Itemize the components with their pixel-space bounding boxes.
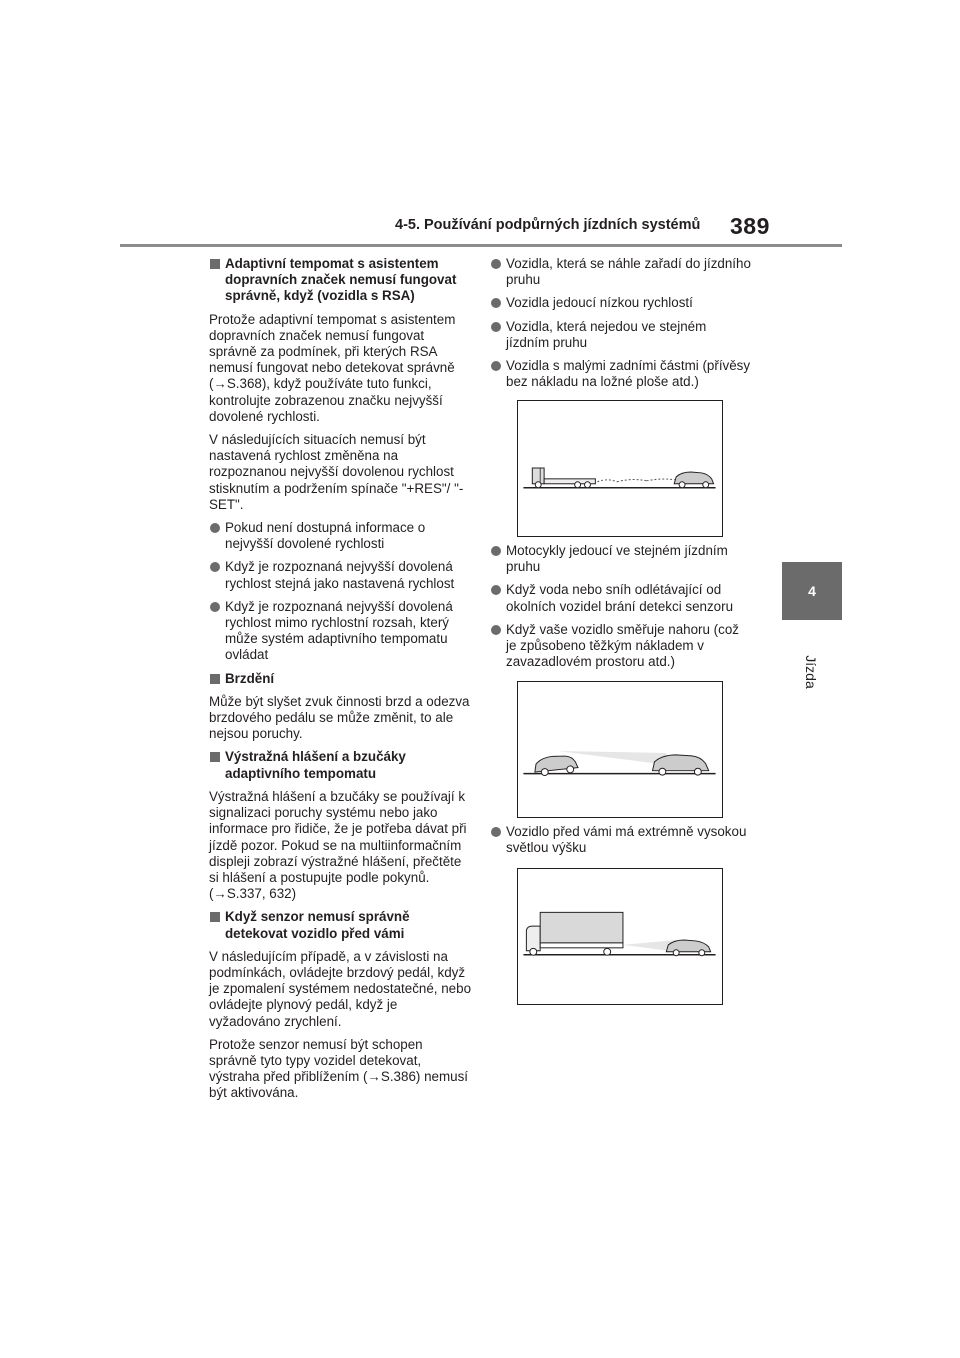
chapter-label-text: Jízda [803,655,819,689]
bullet-dot-icon [491,827,501,837]
paragraph: V následujícím případě, a v závislosti na podmínkách, ovládejte brzdový pedál, když je zpomalení systémem nedostatečné, nebo ovládejte plynový pedál, když je vyžadováno zrychlení. [209,948,472,1029]
section-heading [209,671,471,687]
chapter-label [800,632,822,712]
pitched-car-illustration-icon [518,682,722,817]
paragraph: Výstražná hlášení a bzučáky se používají k signalizaci poruchy systému nebo jako informace pro řidiče, že je potřeba dávat při jízdě pozor. Pokud se na multiinformačním displeji zobrazí výstražné hlášení, přečtěte si hlášení a postupujte podle pokynů. (→S.337, 632) [209,788,467,902]
bullet-item [209,559,471,591]
section-heading [209,909,471,941]
heading-text: Adaptivní tempomat s asistentem dopravních značek nemusí fungovat správně, když (vozidla s RSA) [225,256,457,304]
section-heading [209,256,471,305]
page-number: 389 [730,213,770,239]
bullet-item [490,358,752,390]
bullet-dot-icon [491,322,501,332]
bullet-item [490,622,752,671]
bullet-text: Vozidla s malými zadními částmi (přívěsy bez nákladu na ložné ploše atd.) [506,358,751,390]
paragraph: Může být slyšet zvuk činnosti brzd a odezva brzdového pedálu se může změnit, to ale nejsou poruchy. [209,693,470,742]
bullet-text: Když vaše vozidlo směřuje nahoru (což je způsobeno těžkým nákladem v zavazadlovém prostoru atd.) [506,621,739,670]
bullet-dot-icon [491,546,501,556]
paragraph: Protože senzor nemusí být schopen správně tyto typy vozidel detekovat, výstraha před přiblížením (→S.386) nemusí být aktivována. [209,1036,468,1101]
paragraph: V následujících situacích nemusí být nastavená rychlost změněna na rozpoznanou nejvyšší dovolenou rychlost stisknutím a podržením spínače "+RES"/ "-SET". [209,432,464,512]
bullet-text: Když je rozpoznaná nejvyšší dovolená rychlost stejná jako nastavená rychlost [225,559,455,591]
bullet-item [490,319,752,351]
bullet-item [490,256,752,288]
illustration-pitched-vehicle [517,681,723,818]
bullet-text: Vozidla jedoucí nízkou rychlostí [506,295,693,311]
bullet-text: Pokud není dostupná informace o nejvyšší dovolené rychlosti [225,520,426,552]
truck-illustration-icon [518,869,722,1004]
right-column-middle [490,543,752,677]
heading-square-icon [210,674,220,684]
bullet-item [209,599,471,664]
bullet-text: Vozidla, která se náhle zařadí do jízdního pruhu [506,256,751,288]
heading-text: Když senzor nemusí správně detekovat vozidlo před vámi [225,909,410,941]
bullet-dot-icon [491,361,501,371]
left-column [209,256,471,1109]
bullet-text: Vozidlo před vámi má extrémně vysokou světlou výšku [506,824,747,856]
bullet-text: Motocykly jedoucí ve stejném jízdním pruhu [506,543,728,575]
bullet-item [490,543,752,575]
bullet-text: Vozidla, která nejedou ve stejném jízdním pruhu [506,318,707,350]
bullet-dot-icon [210,523,220,533]
bullet-item [209,520,471,552]
heading-text: Brzdění [225,670,275,686]
header-divider [120,244,842,247]
bullet-dot-icon [491,585,501,595]
heading-text: Výstražná hlášení a bzučáky adaptivního tempomatu [225,749,406,781]
section-title: 4-5. Používání podpůrných jízdních systémů [395,217,701,233]
chapter-tab[interactable]: 4 [782,562,842,620]
bullet-dot-icon [491,298,501,308]
bullet-dot-icon [210,602,220,612]
illustration-high-clearance [517,868,723,1005]
section-heading [209,749,471,781]
illustration-low-trailer [517,400,723,537]
heading-square-icon [210,912,220,922]
heading-square-icon [210,752,220,762]
bullet-item [490,582,752,614]
bullet-text: Když voda nebo sníh odlétávající od okolních vozidel brání detekci senzoru [506,582,734,614]
trailer-illustration-icon [518,401,722,536]
bullet-dot-icon [491,625,501,635]
bullet-text: Když je rozpoznaná nejvyšší dovolená rychlost mimo rychlostní rozsah, který může systém adaptivního tempomatu ovládat [225,598,453,663]
bullet-dot-icon [210,562,220,572]
paragraph: Protože adaptivní tempomat s asistentem dopravních značek nemusí fungovat správně za podmínek, při kterých RSA nemusí fungovat nebo detekovat správně (→S.368), když používáte tuto funkci, kontrolujte zobrazenou značku nejvyšší dovolené rychlosti. [209,311,456,424]
bullet-dot-icon [491,259,501,269]
heading-square-icon [210,259,220,269]
bullet-item [490,824,752,856]
bullet-item [490,295,752,311]
right-column-bottom [490,824,752,863]
right-column-top [490,256,752,397]
